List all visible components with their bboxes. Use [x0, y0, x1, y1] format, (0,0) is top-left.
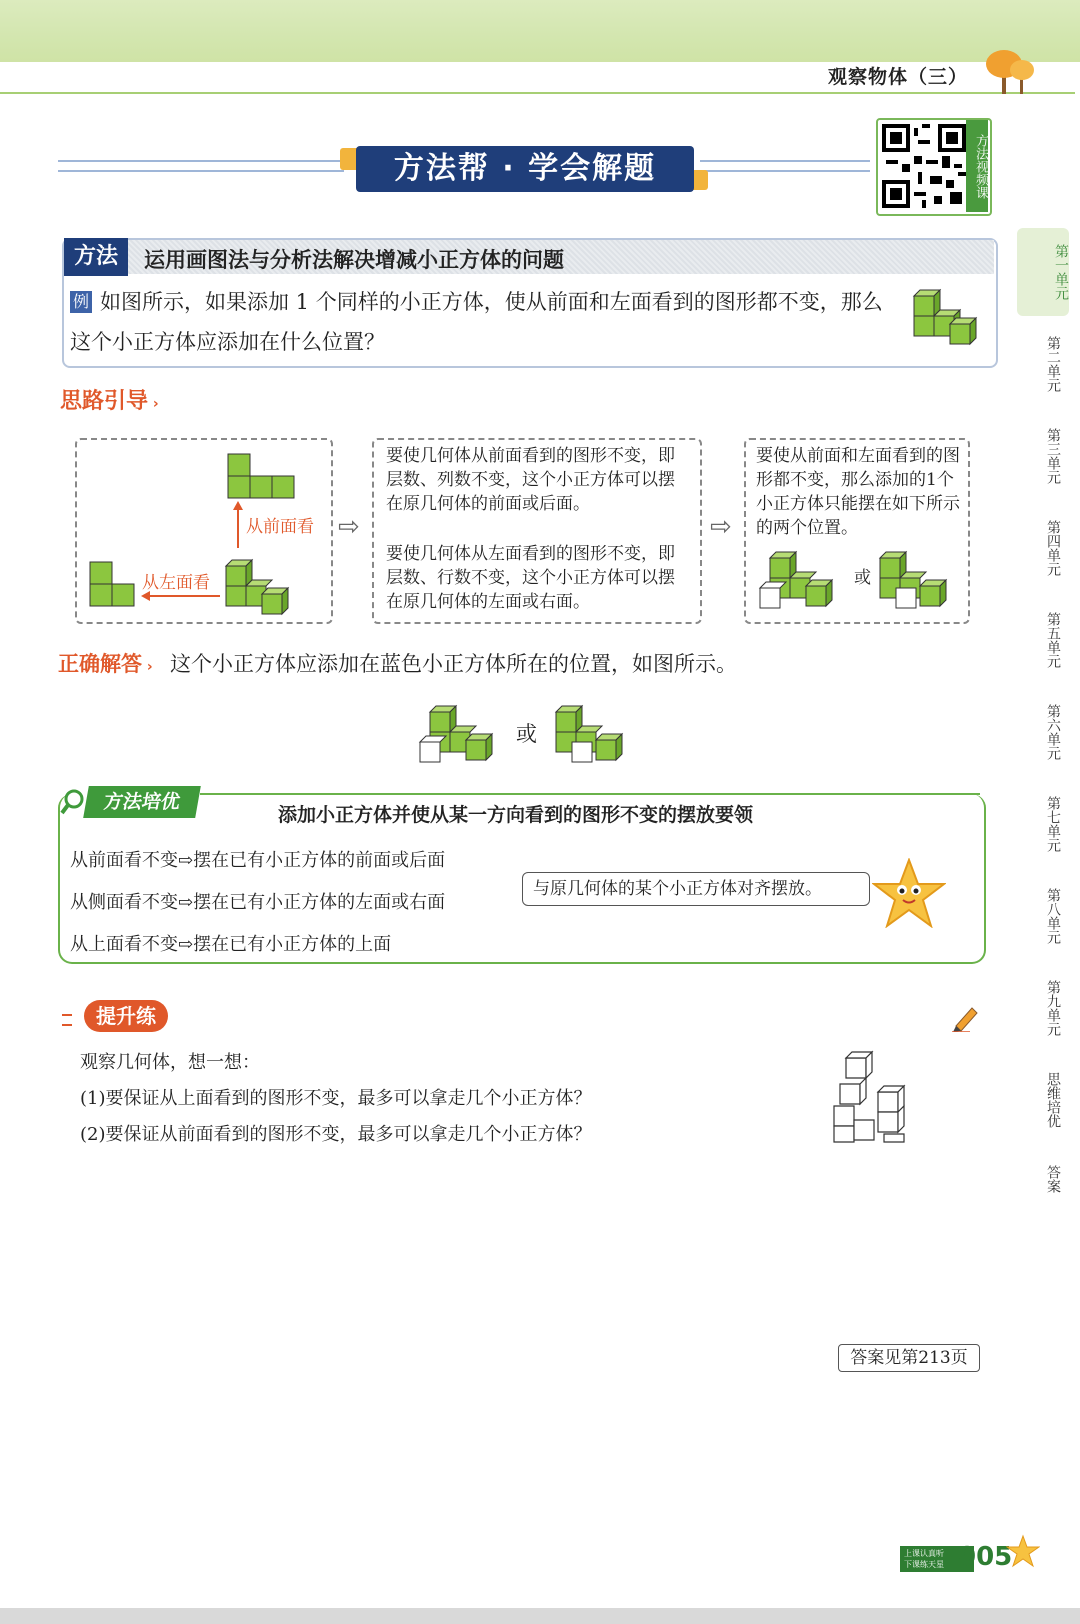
sidebar-item-unit-6[interactable]: 第六单元 [1045, 704, 1061, 760]
footer-slogan-line-2: 下课练天星 [904, 1560, 944, 1569]
tip-line-1: 从前面看不变⇨摆在已有小正方体的前面或后面 [70, 850, 446, 871]
sidebar-item-unit-1[interactable]: 第一单元 [1017, 228, 1069, 316]
example-cube-figure [910, 282, 984, 346]
up-arrow-icon [232, 500, 244, 550]
guide-title: 思路引导 › [60, 389, 159, 414]
example-text: 如图所示，如果添加 1 个同样的小正方体，使从前面和左面看到的图形都不变，那么这个小正方体应添加在什么位置？ [70, 290, 883, 354]
tree-icon [976, 44, 1038, 94]
tip-line-3: 从上面看不变⇨摆在已有小正方体的上面 [70, 934, 392, 955]
unit-sidebar [1017, 228, 1075, 1210]
tip-speech-bubble: 与原几何体的某个小正方体对齐摆放。 [522, 872, 870, 906]
practice-question-1: (1)要保证从上面看到的图形不变，最多可以拿走几个小正方体？ [80, 1088, 592, 1109]
option-a-figure [758, 544, 844, 610]
qr-label: 方法视频课 [966, 120, 988, 212]
sidebar-item-unit-3[interactable]: 第三单元 [1045, 428, 1061, 484]
option-b-figure [876, 544, 962, 610]
section-title: 方法帮 · 学会解题 [356, 146, 694, 192]
guide-box-2-para-1: 要使几何体从前面看到的图形不变，即层数、列数不变，这个小正方体可以摆在原几何体的前面或后面。 [386, 446, 675, 514]
answer-text: 这个小正方体应添加在蓝色小正方体所在的位置，如图所示。 [170, 652, 737, 676]
practice-question-2: (2)要保证从前面看到的图形不变，最多可以拿走几个小正方体？ [80, 1124, 592, 1145]
tips-top-rule [200, 793, 980, 795]
section-rule-right [700, 160, 870, 172]
example-badge: 例 [70, 291, 92, 313]
left-arrow-icon [140, 590, 222, 602]
answer-label-text: 正确解答 [58, 652, 142, 676]
sidebar-item-unit-2[interactable]: 第二单元 [1045, 336, 1061, 392]
guide-box-3-text: 要使从前面和左面看到的图形都不变，那么添加的1个小正方体只能摆在如下所示的两个位置。 [756, 446, 960, 538]
answer-figure-a [418, 698, 504, 764]
sidebar-item-answers[interactable]: 答案 [1045, 1165, 1061, 1193]
or-label-guide: 或 [854, 568, 871, 588]
practice-cube-figure [828, 1048, 922, 1144]
answer-reference[interactable]: 答案见第213页 [838, 1344, 980, 1372]
star-cap-icon [1006, 1534, 1040, 1570]
label-left-view: 从左面看 [142, 573, 210, 593]
method-tips-tag: 方法培优 [83, 786, 201, 818]
or-label-answer: 或 [516, 722, 537, 746]
sidebar-item-unit-7[interactable]: 第七单元 [1045, 796, 1061, 852]
guide-box-2-para-2: 要使几何体从左面看到的图形不变，即层数、行数不变，这个小正方体可以摆在原几何体的左面或右面。 [386, 544, 675, 612]
pencil-icon [950, 1004, 980, 1032]
qr-code-icon[interactable] [882, 124, 966, 208]
practice-tag: 提升练 [84, 1000, 168, 1032]
practice-marker [62, 1014, 72, 1026]
sidebar-item-unit-4[interactable]: 第四单元 [1045, 520, 1061, 576]
tip-line-2: 从侧面看不变⇨摆在已有小正方体的左面或右面 [70, 892, 446, 913]
next-arrow-icon: ⇨ [338, 512, 360, 542]
answer-figure-b [552, 698, 638, 764]
magnifier-icon [60, 788, 86, 816]
header-divider [0, 92, 1075, 94]
answer-label: 正确解答 › [58, 652, 153, 676]
example-question [70, 282, 900, 362]
practice-intro: 观察几何体，想一想： [80, 1052, 260, 1073]
guide-title-text: 思路引导 [60, 389, 149, 414]
method-tag: 方法 [64, 238, 128, 276]
sidebar-item-thinking[interactable]: 思维培优 [1045, 1072, 1061, 1128]
sidebar-item-unit-8[interactable]: 第八单元 [1045, 888, 1061, 944]
top-banner [0, 0, 1080, 62]
label-front-view: 从前面看 [246, 517, 314, 537]
footer-slogan-line-1: 上课认真听 [904, 1549, 944, 1558]
front-view-figure [226, 452, 296, 500]
chapter-title: 观察物体（三） [827, 66, 968, 88]
sidebar-item-unit-5[interactable]: 第五单元 [1045, 612, 1061, 668]
sidebar-item-unit-9[interactable]: 第九单元 [1045, 980, 1061, 1036]
method-title: 运用画图法与分析法解决增减小正方体的问题 [144, 248, 564, 272]
page-number: 005 [958, 1542, 1013, 1572]
left-view-figure [88, 560, 136, 608]
section-rule-left [58, 160, 344, 172]
original-cube-figure [222, 552, 298, 616]
next-arrow-icon-2: ⇨ [710, 512, 732, 542]
method-tips-subtitle: 添加小正方体并使从某一方向看到的图形不变的摆放要领 [278, 804, 754, 826]
star-mascot-icon [872, 858, 946, 928]
page-bottom-edge [0, 1608, 1080, 1624]
